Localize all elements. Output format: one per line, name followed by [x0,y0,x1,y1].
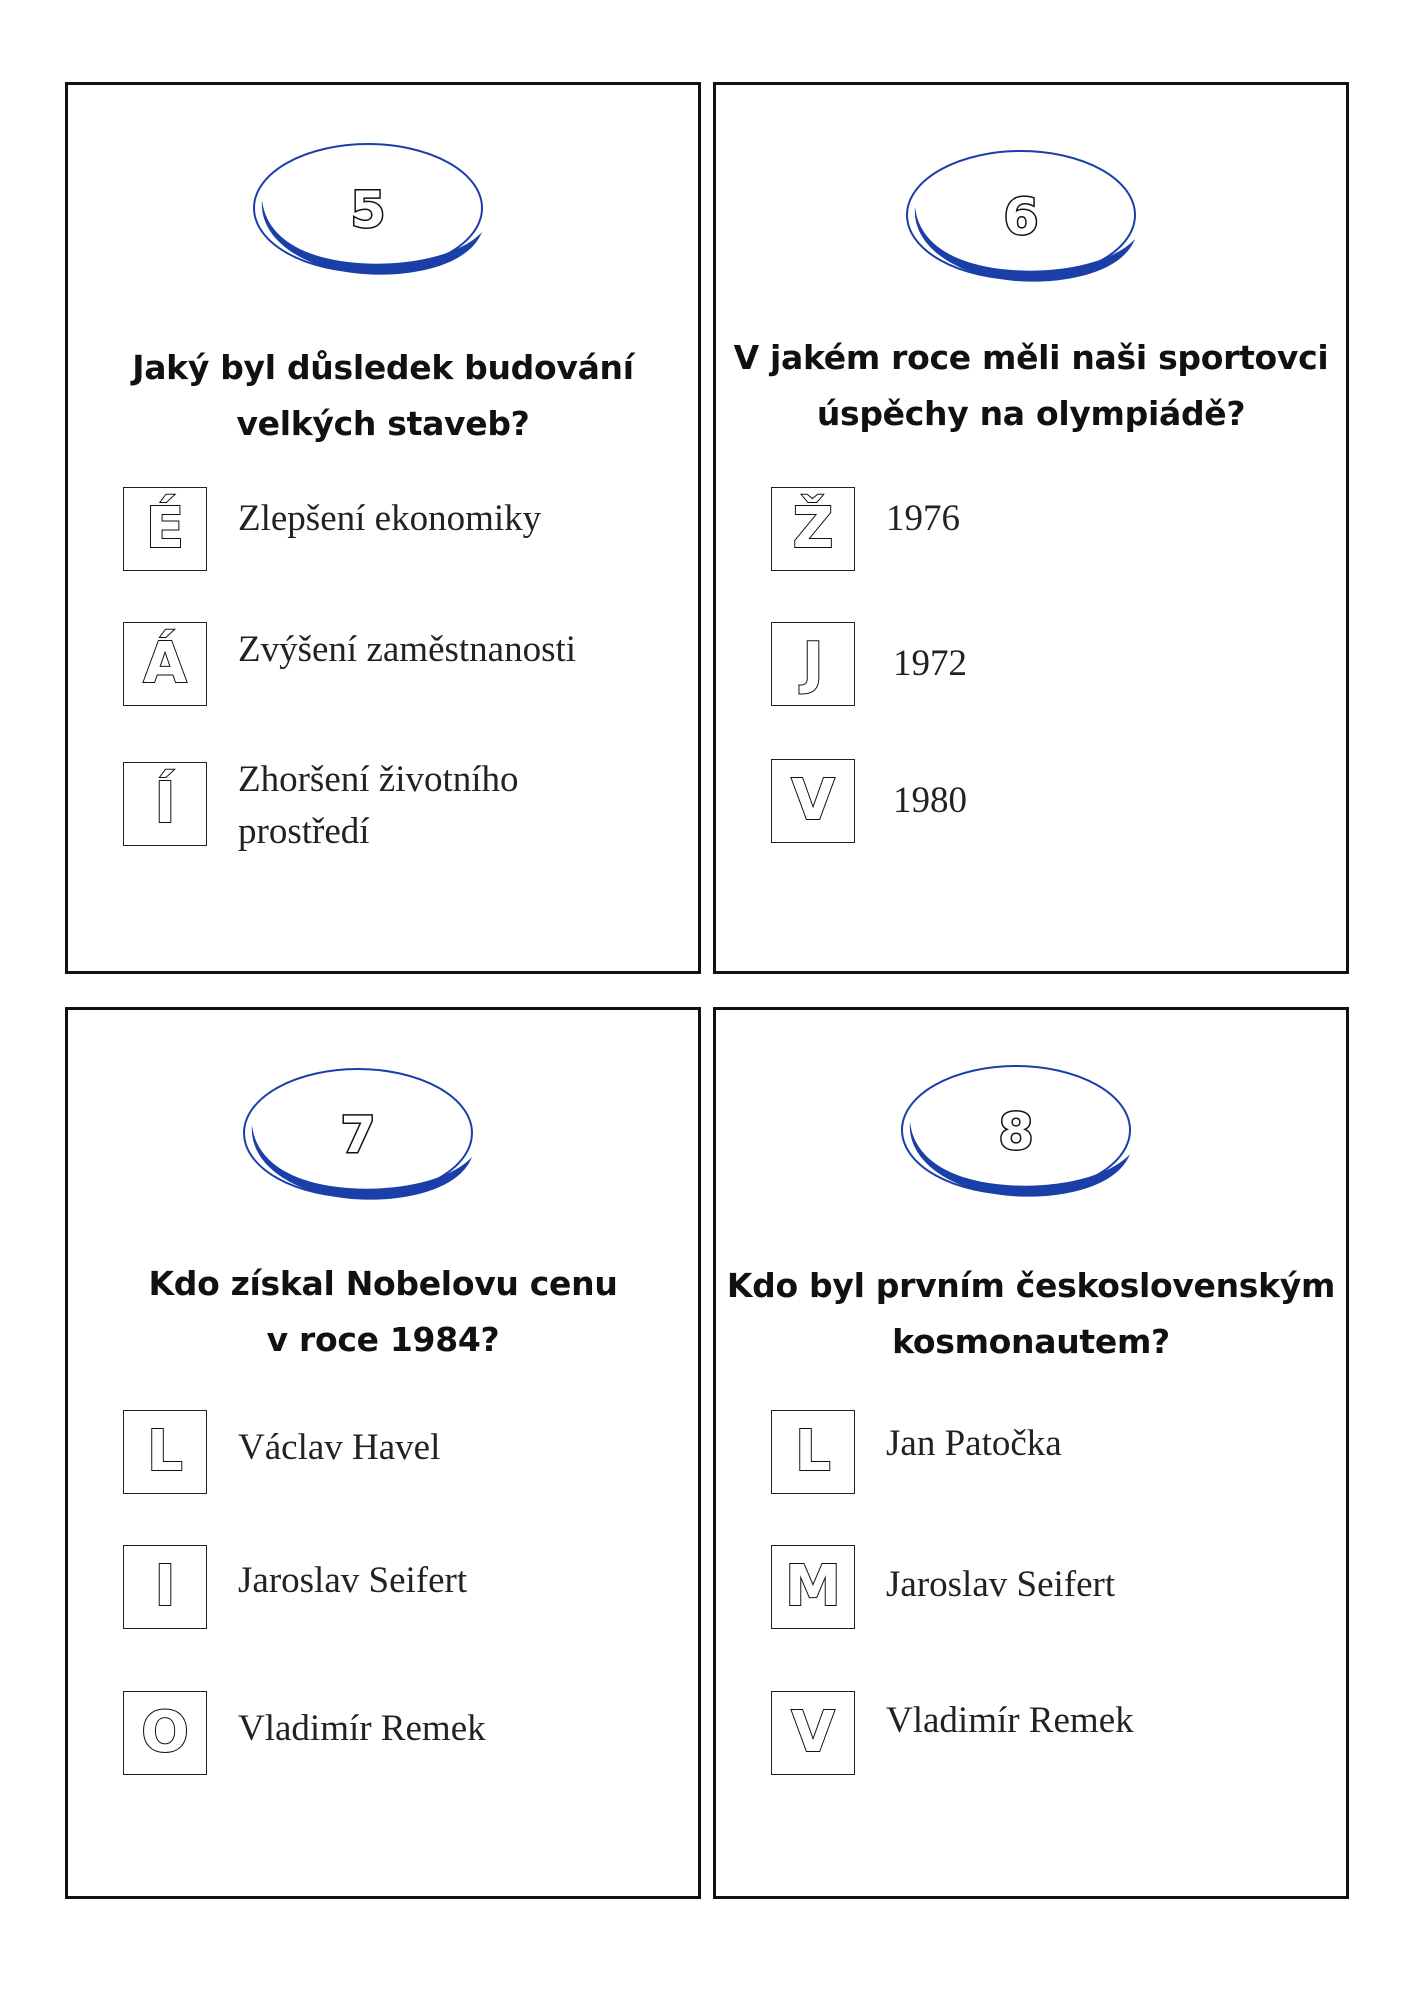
answer-letter-box: I [123,1545,207,1629]
answer-text: 1980 [893,780,967,821]
number-badge [896,1062,1136,1202]
answer-text: Jan Patočka [886,1423,1062,1464]
answer-letter-box: Ž [771,487,855,571]
card-number: 8 [998,1103,1034,1161]
answer-text: Václav Havel [238,1427,441,1468]
card-number: 5 [350,181,386,239]
card-number: 6 [1003,188,1039,246]
answer-text: Jaroslav Seifert [238,1560,468,1601]
answer-letter-box: Á [123,622,207,706]
answer-letter-box: J [771,622,855,706]
answer-letter-box: É [123,487,207,571]
number-badge [238,1065,478,1205]
answer-letter-box: Í [123,762,207,846]
answer-text: Zhoršení životního prostředí [238,759,519,852]
question-text: Kdo byl prvním československým kosmonautem? [726,1266,1336,1361]
answer-text: Vladimír Remek [886,1700,1134,1741]
answer-letter-box: O [123,1691,207,1775]
question-text: Jaký byl důsledek budování velkých staveb? [132,348,634,443]
answer-letter-box: M [771,1545,855,1629]
quiz-card-7 [65,1007,701,1899]
answer-letter-box: L [123,1410,207,1494]
answer-letter-box: L [771,1410,855,1494]
quiz-card-5 [65,82,701,974]
answer-text: Jaroslav Seifert [886,1564,1116,1605]
answer-text: 1976 [886,498,960,539]
question-text: Kdo získal Nobelovu cenu v roce 1984? [148,1264,618,1359]
number-badge [901,147,1141,287]
answer-text: Zvýšení zaměstnanosti [238,629,577,670]
answer-text: Zlepšení ekonomiky [238,498,542,539]
answer-letter-box: V [771,759,855,843]
number-badge [248,140,488,280]
answer-text: Vladimír Remek [238,1708,486,1749]
question-text: V jakém roce měli naši sportovci úspěchy na olympiádě? [733,338,1329,433]
answer-text: 1972 [893,643,967,684]
card-number: 7 [340,1106,376,1164]
answer-letter-box: V [771,1691,855,1775]
quiz-card-6 [713,82,1349,974]
quiz-card-8 [713,1007,1349,1899]
